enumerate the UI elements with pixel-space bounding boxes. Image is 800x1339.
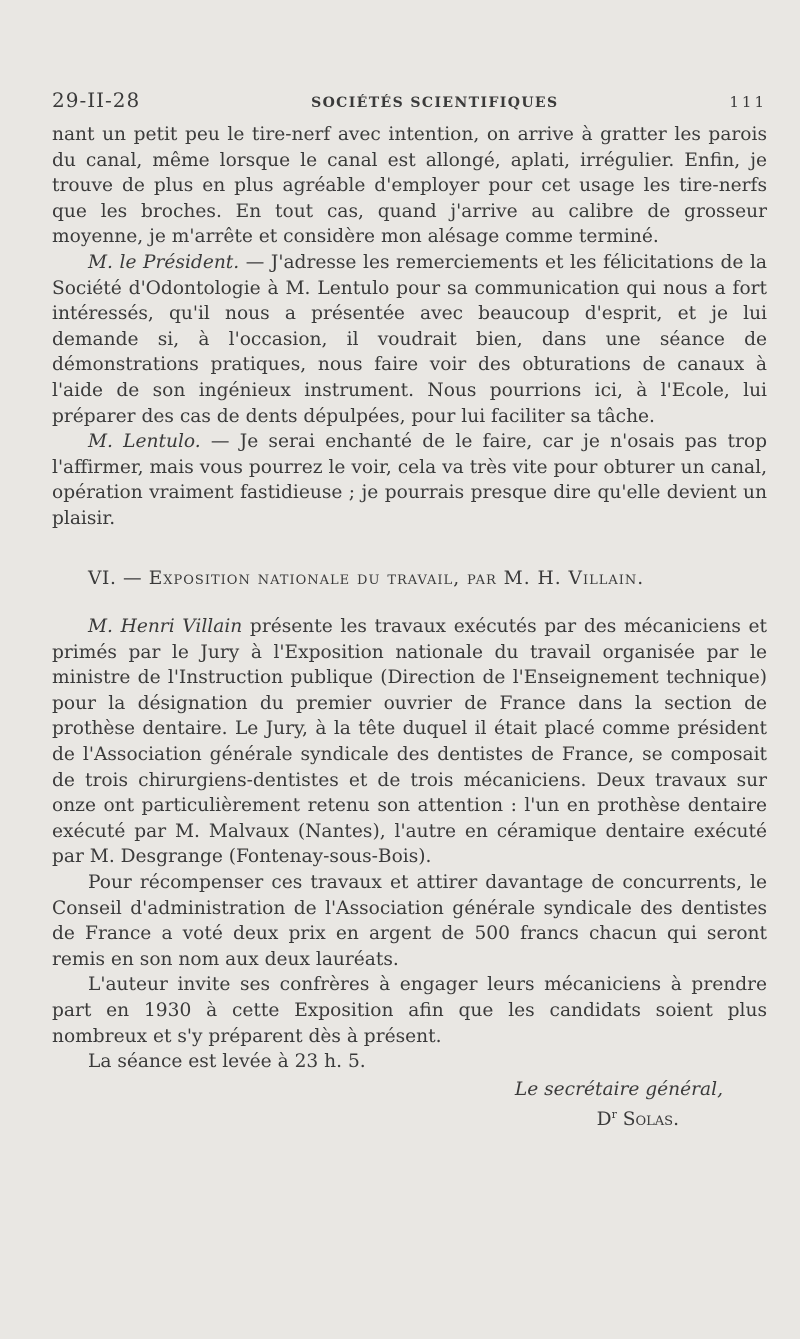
- section-number: VI. —: [88, 567, 149, 589]
- section-heading: [52, 566, 767, 592]
- paragraph-invitation: L'auteur invite ses confrères à engager leurs mécaniciens à prendre part en 1930 à cette Exposition afin que les candidats soient plus nombreux et s'y préparent dès à présent.: [52, 974, 767, 1047]
- signature-title-sup: r: [611, 1108, 617, 1122]
- page-number: 111: [729, 93, 767, 111]
- running-header: [52, 88, 767, 112]
- speaker-lentulo: M. Lentulo.: [88, 431, 201, 453]
- header-title: SOCIÉTÉS SCIENTIFIQUES: [311, 95, 559, 111]
- paragraph-president: [52, 250, 767, 429]
- lentulo-text: — Je serai enchanté de le faire, car je n'osais pas trop l'affirmer, mais vous pourrez le voir, cela va très vite pour obturer un canal, opération vraiment fastidieuse ; je pourrais presque dire qu'elle devient un plaisir.: [52, 431, 767, 529]
- speaker-president: M. le Président.: [88, 251, 240, 273]
- paragraph-villain: [52, 614, 767, 870]
- page-content: [52, 88, 767, 1133]
- president-text: — J'adresse les remerciements et les félicitations de la Société d'Odontologie à M. Lentulo pour sa communication qui nous a fort intéressés, qu'il nous a présentée avec beaucoup d'esprit, et je lui demande si, à l'occasion, il voudrait bien, dans une séance de démonstrations pratiques, nous faire voir des obturations de canaux à l'aide de son ingénieux instrument. Nous pourrions ici, à l'Ecole, lui préparer des cas de dents dépulpées, pour lui faciliter sa tâche.: [52, 251, 767, 427]
- signature-surname: Solas.: [622, 1109, 679, 1131]
- body-text: [52, 122, 767, 1075]
- signature-title-prefix: D: [596, 1109, 612, 1131]
- paragraph-lentulo: [52, 429, 767, 531]
- signature-name: [52, 1102, 767, 1133]
- paragraph-prizes: Pour récompenser ces travaux et attirer davantage de concurrents, le Conseil d'administration de l'Association générale syndicale des dentistes de France a voté deux prix en argent de 500 francs chacun qui seront remis en son nom aux deux lauréats.: [52, 872, 767, 970]
- header-date: 29-II-28: [52, 88, 141, 112]
- villain-text: présente les travaux exécutés par des mécaniciens et primés par le Jury à l'Exposition nationale du travail organisée par le ministre de l'Instruction publique (Direction de l'Enseignement technique) pour la désignation du premier ouvrier de France dans la section de prothèse dentaire. Le Jury, à la tête duquel il était placé comme président de l'Association générale syndicale des dentistes de France, se composait de trois chirurgiens-dentistes et de trois mécaniciens. Deux travaux sur onze ont particulièrement retenu son attention : l'un en prothèse dentaire exécuté par M. Malvaux (Nantes), l'autre en céramique dentaire exécuté par M. Desgrange (Fontenay-sous-Bois).: [52, 616, 768, 868]
- paragraph-continuation: nant un petit peu le tire-nerf avec intention, on arrive à gratter les parois du canal, même lorsque le canal est allongé, aplati, irrégulier. Enfin, je trouve de plus en plus agréable d'employer pour cet usage les tire-nerfs que les broches. En tout cas, quand j'arrive au calibre de grosseur moyenne, je m'arrête et considère mon alésage comme terminé.: [52, 124, 767, 248]
- section-title: Exposition nationale du travail, par M. H. Villain.: [148, 567, 645, 589]
- signature-block: [52, 1077, 767, 1133]
- signature-role: Le secrétaire général,: [514, 1078, 723, 1100]
- paragraph-closing: La séance est levée à 23 h. 5.: [88, 1051, 366, 1073]
- speaker-villain: M. Henri Villain: [88, 616, 243, 638]
